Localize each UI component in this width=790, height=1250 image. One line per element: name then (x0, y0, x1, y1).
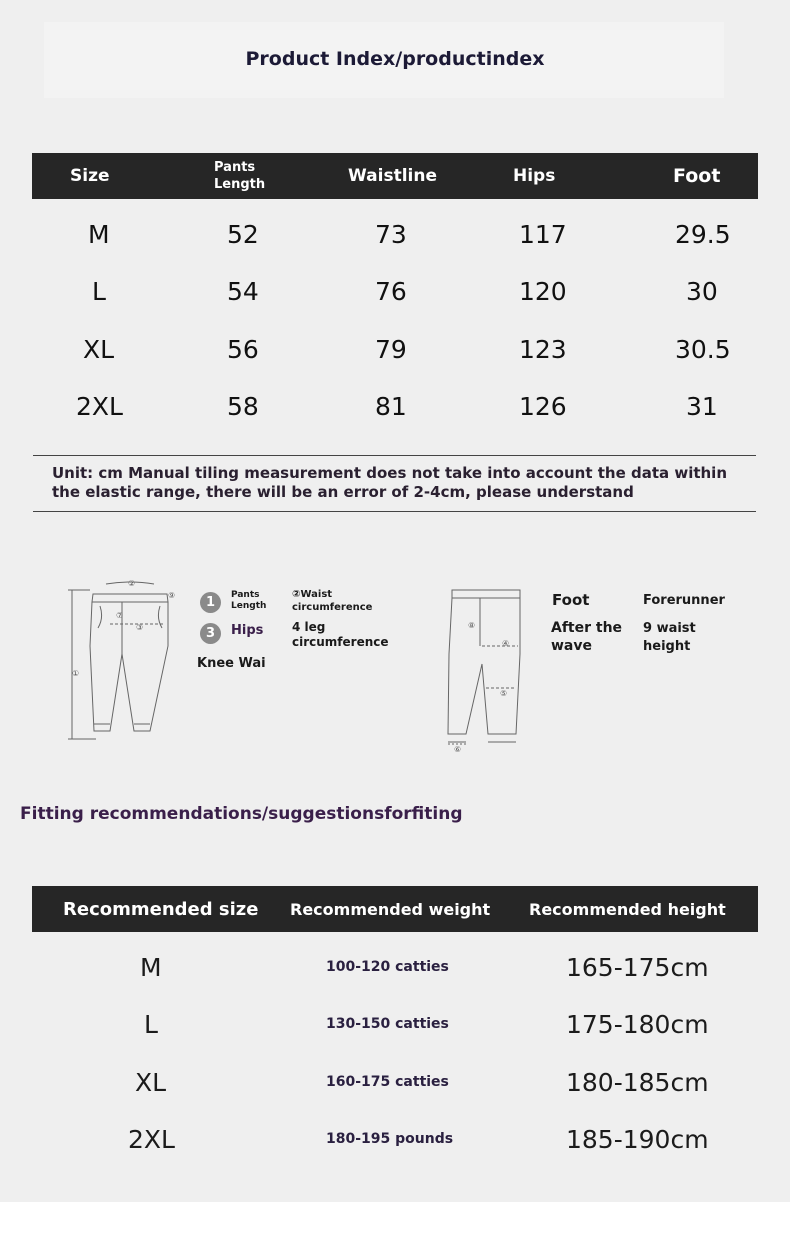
table-row (32, 321, 758, 377)
table-row (32, 263, 758, 319)
legend-waist-height: 9 waist height (643, 621, 696, 654)
marker-waist-height: ⑨ (168, 591, 176, 600)
marker-back-rise: ⑧ (468, 621, 476, 630)
cell-recommended-height: 175-180cm (566, 1009, 709, 1039)
legend-forerunner: Forerunner (643, 593, 725, 608)
cell-waistline: 79 (375, 334, 407, 364)
cell-size: 2XL (76, 391, 123, 421)
cell-size: M (88, 219, 110, 249)
cell-recommended-weight: 160-175 catties (326, 1074, 449, 1090)
cell-recommended-height: 165-175cm (566, 952, 709, 982)
cell-pants-length: 56 (227, 334, 259, 364)
legend-foot: Foot (552, 591, 590, 609)
table-row (32, 1111, 758, 1167)
cell-recommended-weight: 130-150 catties (326, 1016, 449, 1032)
back-pants-diagram (436, 584, 536, 756)
cell-foot: 31 (686, 391, 718, 421)
cell-recommended-size: 2XL (128, 1124, 175, 1154)
header-size: Size (70, 166, 110, 186)
number-badge: 3 (200, 623, 221, 644)
legend-waist-circumference: ②Waist circumference (292, 589, 373, 613)
back-pants-drawing (436, 584, 536, 756)
marker-foot: ⑥ (454, 745, 462, 754)
cell-waistline: 76 (375, 276, 407, 306)
table-row (32, 996, 758, 1052)
cell-foot: 30 (686, 276, 718, 306)
cell-size: XL (83, 334, 115, 364)
fitting-title: Fitting recommendations/suggestionsforfiting (20, 804, 463, 824)
recommendation-table-header (32, 886, 758, 932)
cell-recommended-weight: 180-195 pounds (326, 1131, 454, 1147)
marker-waist: ② (128, 579, 136, 588)
header-pants-length: Pants Length (214, 160, 266, 192)
cell-recommended-size: XL (135, 1067, 167, 1097)
cell-hips: 123 (519, 334, 567, 364)
marker-knee: ⑤ (500, 689, 508, 698)
cell-recommended-height: 185-190cm (566, 1124, 709, 1154)
header-recommended-height: Recommended height (529, 899, 726, 919)
header-recommended-weight: Recommended weight (290, 899, 491, 919)
table-row (32, 378, 758, 434)
cell-recommended-weight: 100-120 catties (326, 959, 449, 975)
cell-pants-length: 58 (227, 391, 259, 421)
header-hips: Hips (513, 166, 556, 186)
marker-leg: ④ (502, 639, 510, 648)
front-pants-drawing (60, 576, 185, 746)
header-recommended-size: Recommended size (63, 898, 259, 920)
legend-pants-length: Pants Length (231, 590, 267, 611)
marker-length: ① (72, 669, 80, 678)
legend-leg-circumference: 4 leg circumference (292, 620, 389, 649)
cell-hips: 126 (519, 391, 567, 421)
cell-hips: 120 (519, 276, 567, 306)
table-row (32, 1054, 758, 1110)
cell-foot: 29.5 (675, 219, 731, 249)
legend-hips: Hips (231, 623, 264, 638)
divider (33, 511, 756, 512)
cell-pants-length: 54 (227, 276, 259, 306)
cell-recommended-height: 180-185cm (566, 1067, 709, 1097)
cell-waistline: 73 (375, 219, 407, 249)
cell-pants-length: 52 (227, 219, 259, 249)
product-index-title: Product Index/productindex (245, 48, 545, 70)
divider (33, 455, 756, 456)
size-table-header (32, 153, 758, 199)
table-row (32, 206, 758, 262)
cell-size: L (92, 276, 106, 306)
legend-after-wave: After the wave (551, 620, 623, 654)
legend-knee: Knee Wai (197, 656, 266, 671)
cell-waistline: 81 (375, 391, 407, 421)
number-badge: 1 (200, 592, 221, 613)
unit-note: Unit: cm Manual tiling measurement does not take into account the data within the elastic range, there will be an error of 2-4cm, please understand (52, 464, 728, 501)
cell-foot: 30.5 (675, 334, 731, 364)
front-pants-diagram (60, 576, 185, 746)
cell-recommended-size: L (144, 1009, 158, 1039)
table-row (32, 939, 758, 995)
cell-recommended-size: M (140, 952, 162, 982)
header-waistline: Waistline (348, 166, 437, 186)
header-foot: Foot (673, 165, 721, 187)
marker-hips: ③ (136, 623, 144, 632)
marker-rise: ⑦ (116, 611, 124, 620)
cell-hips: 117 (519, 219, 567, 249)
